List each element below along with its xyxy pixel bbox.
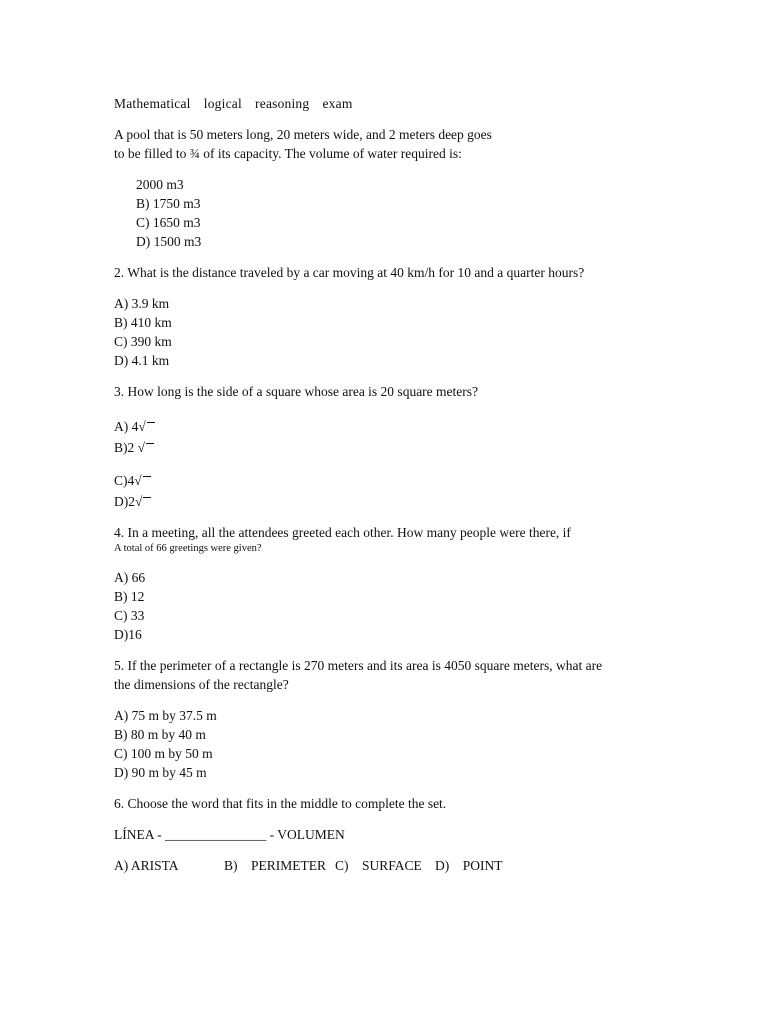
q1-text-line1: A pool that is 50 meters long, 20 meters wide, and 2 meters deep goes <box>114 127 492 142</box>
q3-option-b-label: B)2 √ <box>114 440 146 455</box>
exam-page <box>114 94 734 875</box>
q3-option-c <box>114 471 734 490</box>
q5-text-line1: 5. If the perimeter of a rectangle is 270 meters and its area is 4050 square meters, what are <box>114 658 603 673</box>
radical-bar <box>145 438 154 457</box>
q5-option-d: D) 90 m by 45 m <box>114 765 207 780</box>
q2-text: 2. What is the distance traveled by a car moving at 40 km/h for 10 and a quarter hours? <box>114 265 585 280</box>
q6-text: 6. Choose the word that fits in the middle to complete the set. <box>114 796 447 811</box>
q4-option-c: C) 33 <box>114 608 145 623</box>
exam-title: Mathematical logical reasoning exam <box>114 96 353 111</box>
q5-option-a: A) 75 m by 37.5 m <box>114 708 217 723</box>
q4-text-line1: 4. In a meeting, all the attendees greeted each other. How many people were there, if <box>114 525 571 540</box>
q6-option-a: A) ARISTA <box>114 858 179 873</box>
q4-option-b: B) 12 <box>114 589 145 604</box>
radical-bar <box>146 417 155 436</box>
q3-text: 3. How long is the side of a square whose area is 20 square meters? <box>114 384 479 399</box>
q1-option-b: B) 1750 m3 <box>136 196 201 211</box>
q3-option-b <box>114 438 734 457</box>
q6-option-c: C) SURFACE <box>335 858 422 873</box>
q5-option-c: C) 100 m by 50 m <box>114 746 213 761</box>
q4-option-d: D)16 <box>114 627 142 642</box>
q5-text-line2: the dimensions of the rectangle? <box>114 677 289 692</box>
q4-text-line2: A total of 66 greetings were given? <box>114 543 262 554</box>
q3-option-c-label: C)4√ <box>114 473 142 488</box>
q6-option-b: B) PERIMETER <box>224 858 327 873</box>
q1-option-d: D) 1500 m3 <box>136 234 202 249</box>
radical-bar <box>142 471 151 490</box>
q1-option-c: C) 1650 m3 <box>136 215 201 230</box>
q3-option-a <box>114 417 734 436</box>
q6-set-line: LÍNEA - _______________ - VOLUMEN <box>114 827 345 842</box>
q4-option-a: A) 66 <box>114 570 146 585</box>
q6-option-d: D) POINT <box>435 858 503 873</box>
q2-option-b: B) 410 km <box>114 315 172 330</box>
q2-option-c: C) 390 km <box>114 334 172 349</box>
q5-option-b: B) 80 m by 40 m <box>114 727 206 742</box>
q6-options <box>114 856 734 875</box>
q1-option-a: 2000 m3 <box>136 177 184 192</box>
q1-text-line2: to be filled to ¾ of its capacity. The volume of water required is: <box>114 146 462 161</box>
radical-bar <box>142 492 151 511</box>
q3-option-a-label: A) 4√ <box>114 419 146 434</box>
q3-option-d <box>114 492 734 511</box>
q2-option-a: A) 3.9 km <box>114 296 170 311</box>
q3-option-d-label: D)2√ <box>114 494 143 509</box>
q2-option-d: D) 4.1 km <box>114 353 170 368</box>
